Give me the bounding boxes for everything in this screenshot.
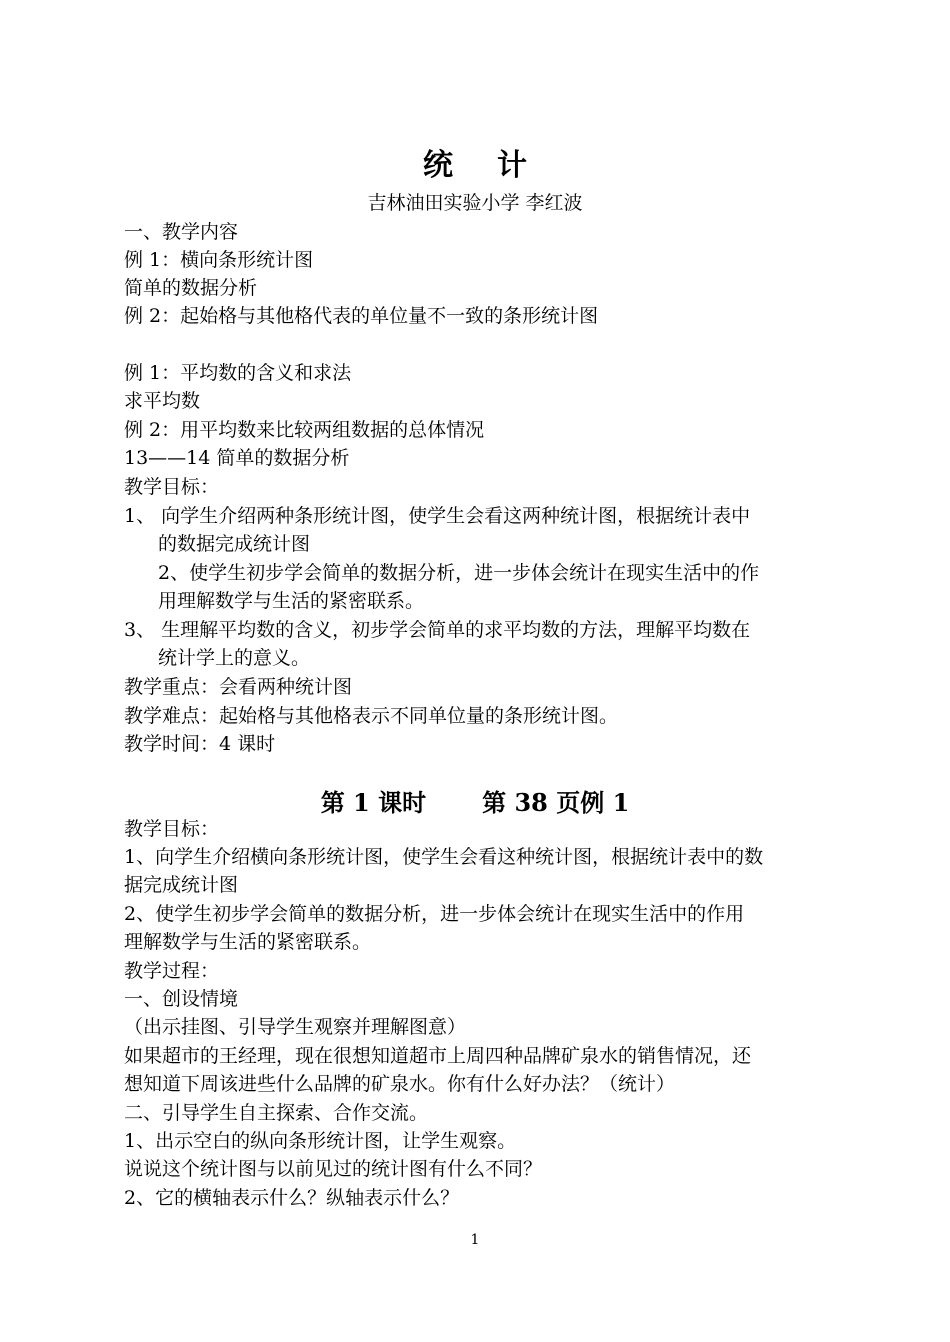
lesson-heading bbox=[0, 783, 950, 818]
text-line: 如果超市的王经理，现在很想知道超市上周四种品牌矿泉水的销售情况，还 bbox=[124, 1045, 752, 1067]
text-line: 一、教学内容 bbox=[124, 221, 239, 243]
title-part-2: 计 bbox=[497, 148, 527, 183]
text-line: 教学重点：会看两种统计图 bbox=[124, 676, 353, 698]
title-part-1: 统 bbox=[423, 148, 453, 183]
text-line: 统计学上的意义。 bbox=[158, 647, 311, 669]
text-line: （出示挂图、引导学生观察并理解图意） bbox=[124, 1016, 467, 1038]
text-line: 说说这个统计图与以前见过的统计图有什么不同？ bbox=[124, 1158, 543, 1180]
page-title bbox=[0, 140, 950, 184]
text-line: 13——14 简单的数据分析 bbox=[124, 447, 350, 469]
text-line: 教学时间：4 课时 bbox=[124, 733, 276, 755]
lesson-period: 第 1 课时 bbox=[320, 788, 427, 817]
text-line: 求平均数 bbox=[124, 390, 201, 412]
text-line: 1、向学生介绍横向条形统计图，使学生会看这种统计图，根据统计表中的数 bbox=[124, 846, 764, 868]
text-line: 一、创设情境 bbox=[124, 988, 239, 1010]
text-line: 例 2：起始格与其他格代表的单位量不一致的条形统计图 bbox=[124, 305, 599, 327]
page-number: 1 bbox=[470, 1232, 480, 1248]
text-line: 例 1：平均数的含义和求法 bbox=[124, 362, 352, 384]
text-line: 据完成统计图 bbox=[124, 874, 239, 896]
text-line: 1、 向学生介绍两种条形统计图，使学生会看这两种统计图，根据统计表中 bbox=[124, 505, 751, 527]
text-line: 例 2：用平均数来比较两组数据的总体情况 bbox=[124, 419, 485, 441]
author-line: 吉林油田实验小学 李红波 bbox=[367, 192, 583, 214]
text-line: 例 1：横向条形统计图 bbox=[124, 249, 314, 271]
text-line: 3、 生理解平均数的含义，初步学会简单的求平均数的方法，理解平均数在 bbox=[124, 619, 751, 641]
text-line: 想知道下周该进些什么品牌的矿泉水。你有什么好办法？（统计） bbox=[124, 1073, 676, 1095]
text-line: 教学难点：起始格与其他格表示不同单位量的条形统计图。 bbox=[124, 705, 619, 727]
text-line: 2、使学生初步学会简单的数据分析，进一步体会统计在现实生活中的作用 bbox=[124, 903, 745, 925]
lesson-page: 第 38 页例 1 bbox=[482, 788, 630, 817]
text-line: 1、出示空白的纵向条形统计图，让学生观察。 bbox=[124, 1130, 517, 1152]
text-line: 的数据完成统计图 bbox=[158, 533, 311, 555]
text-line: 教学目标： bbox=[124, 476, 220, 498]
text-line: 教学目标： bbox=[124, 818, 220, 840]
text-line: 2、使学生初步学会简单的数据分析，进一步体会统计在现实生活中的作 bbox=[158, 562, 760, 584]
text-line: 简单的数据分析 bbox=[124, 277, 258, 299]
text-line: 2、它的横轴表示什么？纵轴表示什么？ bbox=[124, 1187, 460, 1209]
text-line: 理解数学与生活的紧密联系。 bbox=[124, 931, 372, 953]
text-line: 用理解数学与生活的紧密联系。 bbox=[158, 590, 425, 612]
text-line: 教学过程： bbox=[124, 960, 220, 982]
text-line: 二、引导学生自主探索、合作交流。 bbox=[124, 1102, 429, 1124]
